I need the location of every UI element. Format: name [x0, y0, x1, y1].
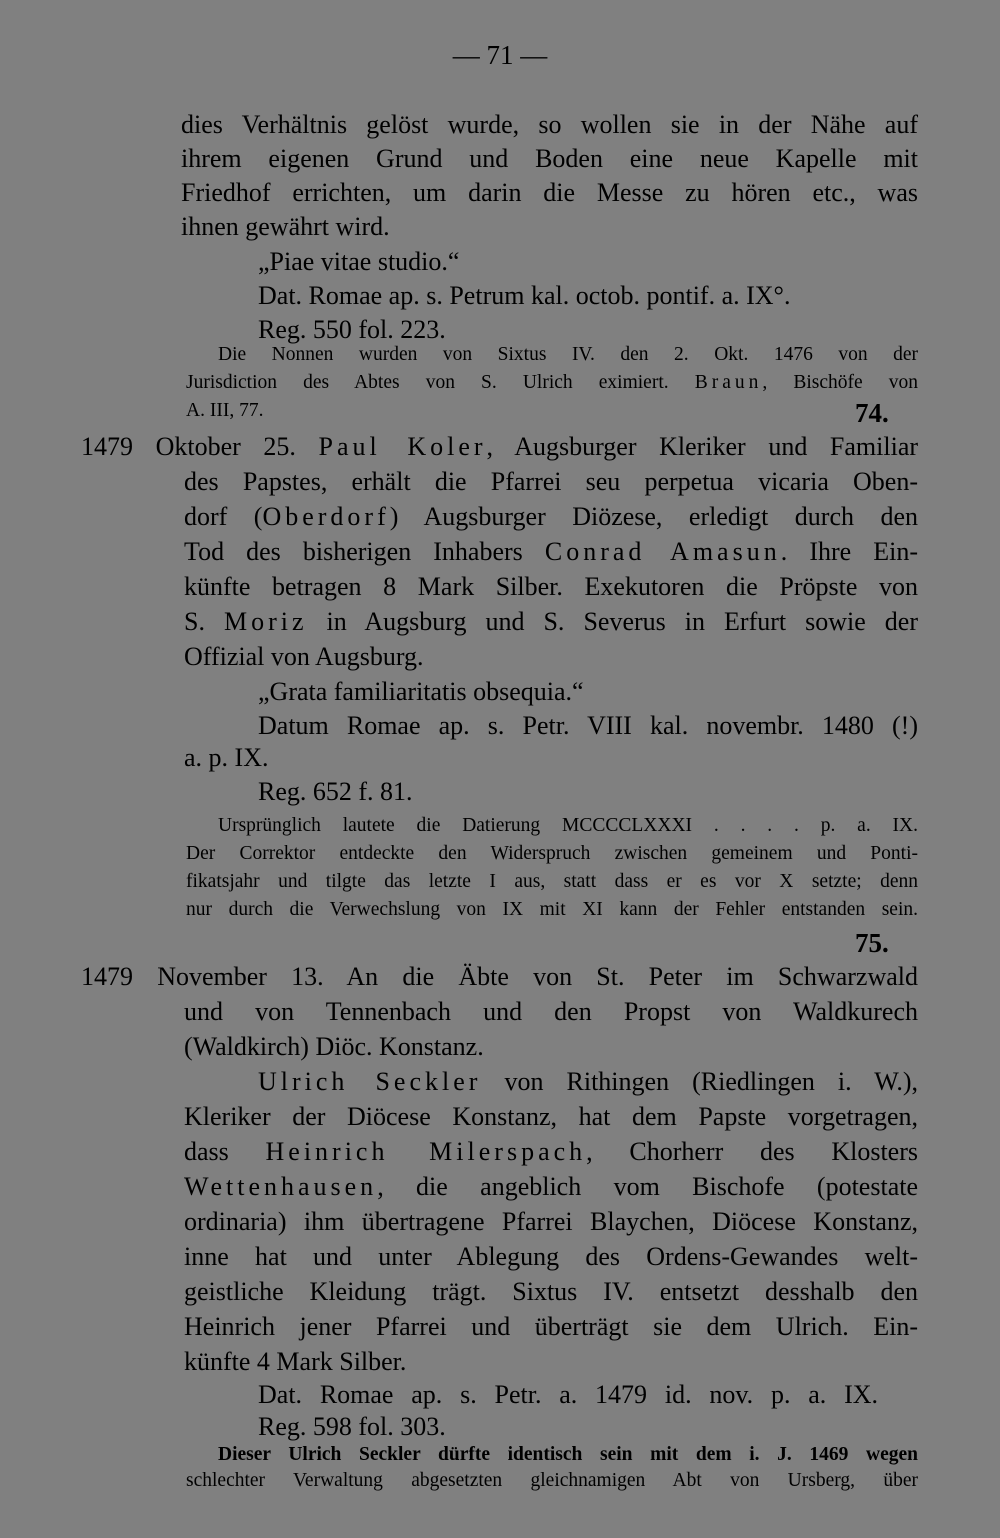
body-line: Tod des bisherigen Inhabers Conrad Amasun. Ihre Ein-: [184, 537, 919, 566]
footnote-line: Ursprünglich lautete die Datierung MCCCCLXXXI . . . . p. a. IX.: [218, 815, 918, 836]
dating-line: Dat. Romae ap. s. Petr. a. 1479 id. nov. p. a. IX.: [258, 1380, 878, 1409]
entry-number: 75.: [855, 928, 889, 958]
register-reference: Reg. 550 fol. 223.: [258, 315, 446, 344]
body-line: ordinaria) ihm übertragene Pfarrei Blaychen, Diöcese Konstanz,: [184, 1207, 918, 1236]
body-line: des Papstes, erhält die Pfarrei seu perpetua vicaria Oben-: [184, 467, 918, 496]
body-line: Ulrich Seckler von Rithingen (Riedlingen i. W.),: [258, 1067, 919, 1096]
body-line: künfte 4 Mark Silber.: [184, 1347, 407, 1376]
dating-line: a. p. IX.: [184, 743, 269, 772]
body-line: Wettenhausen, die angeblich vom Bischofe (potestate: [184, 1172, 918, 1201]
body-line: und von Tennenbach und den Propst von Waldkurech: [184, 997, 918, 1026]
entry-date: 1479 November 13.: [81, 962, 324, 991]
body-line: geistliche Kleidung trägt. Sixtus IV. entsetzt desshalb den: [184, 1277, 918, 1306]
footnote-line: schlechter Verwaltung abgesetzten gleichnamigen Abt von Ursberg, über: [186, 1470, 918, 1491]
footnote-line: Jurisdiction des Abtes von S. Ulrich eximiert. Braun, Bischöfe von: [186, 372, 918, 393]
entry-heading-line: 1479 Oktober 25. Paul Koler, Augsburger Kleriker und Familiar: [81, 432, 919, 461]
body-line: (Waldkirch) Diöc. Konstanz.: [184, 1032, 484, 1061]
entry-number: 74.: [855, 398, 889, 428]
entry-heading-line: 1479 November 13. An die Äbte von St. Peter im Schwarzwald: [81, 962, 918, 991]
place-name: Wettenhausen: [184, 1172, 378, 1201]
body-line: Heinrich jener Pfarrei und überträgt sie dem Ulrich. Ein-: [184, 1312, 918, 1341]
body-line: S. Moriz in Augsburg und S. Severus in Erfurt sowie der: [184, 607, 918, 636]
body-line: Friedhof errichten, um darin die Messe zu hören etc., was: [181, 178, 918, 207]
body-line: künfte betragen 8 Mark Silber. Exekutoren die Pröpste von: [184, 572, 918, 601]
motto-quote: „Grata familiaritatis obsequia.“: [258, 677, 584, 706]
entry-date: 1479 Oktober 25.: [81, 432, 296, 461]
body-line: Offizial von Augsburg.: [184, 642, 424, 671]
body-line: ihnen gewährt wird.: [181, 212, 390, 241]
dating-line: Dat. Romae ap. s. Petrum kal. octob. pontif. a. IX°.: [258, 281, 791, 310]
dating-line: Datum Romae ap. s. Petr. VIII kal. novembr. 1480 (!): [258, 711, 918, 740]
place-name: Moriz: [223, 607, 308, 636]
register-reference: Reg. 652 f. 81.: [258, 777, 413, 806]
person-name: Conrad Amasun: [544, 537, 781, 566]
page-number: — 71 —: [452, 40, 548, 70]
footnote-line: A. III, 77.: [186, 400, 264, 421]
body-line: ihrem eigenen Grund und Boden eine neue Kapelle mit: [181, 144, 918, 173]
register-reference: Reg. 598 fol. 303.: [258, 1412, 446, 1441]
body-line: dass Heinrich Milerspach, Chorherr des Klosters: [184, 1137, 918, 1166]
person-name: Ulrich Seckler: [258, 1067, 482, 1096]
footnote-line: nur durch die Verwechslung von IX mit XI kann der Fehler entstanden sein.: [186, 899, 918, 920]
motto-quote: „Piae vitae studio.“: [258, 247, 460, 276]
body-line: dorf (Oberdorf) Augsburger Diözese, erledigt durch den: [184, 502, 918, 531]
footnote-line: Die Nonnen wurden von Sixtus IV. den 2. Okt. 1476 von der: [218, 344, 918, 365]
footnote-line: Dieser Ulrich Seckler dürfte identisch sein mit dem i. J. 1469 wegen: [218, 1444, 918, 1465]
person-name: Heinrich Milerspach: [265, 1137, 587, 1166]
body-line: inne hat und unter Ablegung des Ordens-Gewandes welt-: [184, 1242, 918, 1271]
body-line: dies Verhältnis gelöst wurde, so wollen sie in der Nähe auf: [181, 110, 918, 139]
body-line: Kleriker der Diöcese Konstanz, hat dem Papste vorgetragen,: [184, 1102, 918, 1131]
place-name: Oberdorf: [262, 502, 390, 531]
person-name: Paul Koler: [318, 432, 487, 461]
footnote-line: fikatsjahr und tilgte das letzte I aus, statt dass er es vor X setzte; denn: [186, 871, 918, 892]
footnote-line: Der Correktor entdeckte den Widerspruch zwischen gemeinem und Ponti-: [186, 843, 918, 864]
